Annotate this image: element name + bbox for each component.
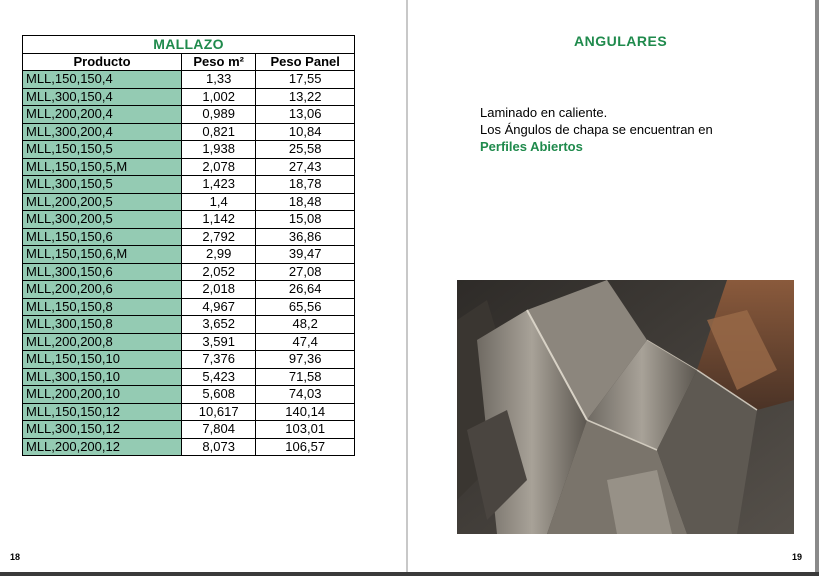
cell-peso-panel: 47,4 bbox=[256, 333, 355, 351]
cell-producto: MLL,150,150,5 bbox=[23, 141, 182, 159]
perfiles-abiertos-link[interactable]: Perfiles Abiertos bbox=[480, 139, 583, 154]
cell-peso-panel: 13,06 bbox=[256, 106, 355, 124]
cell-peso-m2: 1,33 bbox=[182, 71, 256, 89]
cell-producto: MLL,150,150,10 bbox=[23, 351, 182, 369]
cell-peso-m2: 5,608 bbox=[182, 386, 256, 404]
cell-producto: MLL,200,200,5 bbox=[23, 193, 182, 211]
cell-peso-panel: 48,2 bbox=[256, 316, 355, 334]
table-row bbox=[23, 438, 355, 456]
cell-producto: MLL,150,150,4 bbox=[23, 71, 182, 89]
cell-peso-panel: 26,64 bbox=[256, 281, 355, 299]
cell-peso-m2: 2,018 bbox=[182, 281, 256, 299]
cell-peso-panel: 71,58 bbox=[256, 368, 355, 386]
cell-peso-panel: 39,47 bbox=[256, 246, 355, 264]
table-row bbox=[23, 123, 355, 141]
cell-peso-panel: 36,86 bbox=[256, 228, 355, 246]
cell-peso-m2: 1,938 bbox=[182, 141, 256, 159]
cell-peso-m2: 8,073 bbox=[182, 438, 256, 456]
cell-peso-m2: 5,423 bbox=[182, 368, 256, 386]
table-row bbox=[23, 106, 355, 124]
table-row bbox=[23, 351, 355, 369]
cell-producto: MLL,150,150,6,M bbox=[23, 246, 182, 264]
cell-producto: MLL,300,150,4 bbox=[23, 88, 182, 106]
cell-producto: MLL,200,200,6 bbox=[23, 281, 182, 299]
table-row bbox=[23, 263, 355, 281]
table-row bbox=[23, 386, 355, 404]
cell-peso-panel: 74,03 bbox=[256, 386, 355, 404]
bottom-bar bbox=[0, 572, 819, 576]
cell-peso-panel: 15,08 bbox=[256, 211, 355, 229]
cell-producto: MLL,300,150,10 bbox=[23, 368, 182, 386]
table-row bbox=[23, 141, 355, 159]
cell-peso-panel: 27,43 bbox=[256, 158, 355, 176]
cell-peso-panel: 103,01 bbox=[256, 421, 355, 439]
cell-peso-m2: 1,142 bbox=[182, 211, 256, 229]
header-producto: Producto bbox=[23, 53, 182, 71]
table-title: MALLAZO bbox=[23, 36, 355, 54]
description-line-1: Laminado en caliente. bbox=[480, 105, 608, 120]
page-divider bbox=[406, 0, 408, 572]
page-number-left: 18 bbox=[10, 552, 21, 562]
cell-peso-m2: 0,821 bbox=[182, 123, 256, 141]
description-line-2: Los Ángulos de chapa se encuentran en bbox=[480, 122, 713, 137]
cell-peso-panel: 65,56 bbox=[256, 298, 355, 316]
cell-producto: MLL,300,200,5 bbox=[23, 211, 182, 229]
cell-peso-m2: 1,423 bbox=[182, 176, 256, 194]
cell-producto: MLL,300,150,6 bbox=[23, 263, 182, 281]
table-row bbox=[23, 193, 355, 211]
table-row bbox=[23, 403, 355, 421]
cell-peso-panel: 18,78 bbox=[256, 176, 355, 194]
cell-producto: MLL,300,200,4 bbox=[23, 123, 182, 141]
table-row bbox=[23, 158, 355, 176]
mallazo-table bbox=[22, 35, 355, 456]
table-row bbox=[23, 316, 355, 334]
cell-producto: MLL,200,200,10 bbox=[23, 386, 182, 404]
cell-peso-panel: 27,08 bbox=[256, 263, 355, 281]
cell-peso-m2: 3,591 bbox=[182, 333, 256, 351]
table-row bbox=[23, 298, 355, 316]
cell-peso-m2: 3,652 bbox=[182, 316, 256, 334]
cell-peso-m2: 4,967 bbox=[182, 298, 256, 316]
table-row bbox=[23, 228, 355, 246]
table-row bbox=[23, 246, 355, 264]
table-row bbox=[23, 281, 355, 299]
cell-peso-m2: 2,078 bbox=[182, 158, 256, 176]
cell-producto: MLL,200,200,12 bbox=[23, 438, 182, 456]
table-row bbox=[23, 333, 355, 351]
cell-peso-m2: 2,99 bbox=[182, 246, 256, 264]
cell-producto: MLL,300,150,5 bbox=[23, 176, 182, 194]
cell-producto: MLL,150,150,5,M bbox=[23, 158, 182, 176]
page-number-right: 19 bbox=[792, 552, 803, 562]
cell-producto: MLL,150,150,8 bbox=[23, 298, 182, 316]
page-edge bbox=[815, 0, 819, 576]
cell-peso-m2: 2,792 bbox=[182, 228, 256, 246]
cell-peso-panel: 13,22 bbox=[256, 88, 355, 106]
cell-peso-m2: 10,617 bbox=[182, 403, 256, 421]
header-peso-panel: Peso Panel bbox=[256, 53, 355, 71]
cell-peso-m2: 1,002 bbox=[182, 88, 256, 106]
cell-peso-m2: 2,052 bbox=[182, 263, 256, 281]
cell-producto: MLL,200,200,8 bbox=[23, 333, 182, 351]
cell-peso-m2: 0,989 bbox=[182, 106, 256, 124]
cell-peso-m2: 7,376 bbox=[182, 351, 256, 369]
table-row bbox=[23, 71, 355, 89]
cell-producto: MLL,300,150,8 bbox=[23, 316, 182, 334]
cell-peso-m2: 7,804 bbox=[182, 421, 256, 439]
header-peso-m2: Peso m² bbox=[182, 53, 256, 71]
cell-peso-panel: 97,36 bbox=[256, 351, 355, 369]
cell-peso-panel: 18,48 bbox=[256, 193, 355, 211]
table-row bbox=[23, 176, 355, 194]
table-row bbox=[23, 421, 355, 439]
table-row bbox=[23, 88, 355, 106]
cell-peso-panel: 140,14 bbox=[256, 403, 355, 421]
cell-peso-m2: 1,4 bbox=[182, 193, 256, 211]
cell-producto: MLL,150,150,6 bbox=[23, 228, 182, 246]
table-row bbox=[23, 368, 355, 386]
angulares-title: ANGULARES bbox=[574, 33, 668, 49]
table-row bbox=[23, 211, 355, 229]
cell-peso-panel: 106,57 bbox=[256, 438, 355, 456]
cell-producto: MLL,200,200,4 bbox=[23, 106, 182, 124]
steel-angles-photo bbox=[457, 280, 794, 534]
cell-producto: MLL,300,150,12 bbox=[23, 421, 182, 439]
table-body bbox=[23, 71, 355, 456]
description bbox=[480, 104, 713, 155]
cell-peso-panel: 10,84 bbox=[256, 123, 355, 141]
cell-producto: MLL,150,150,12 bbox=[23, 403, 182, 421]
cell-peso-panel: 25,58 bbox=[256, 141, 355, 159]
cell-peso-panel: 17,55 bbox=[256, 71, 355, 89]
